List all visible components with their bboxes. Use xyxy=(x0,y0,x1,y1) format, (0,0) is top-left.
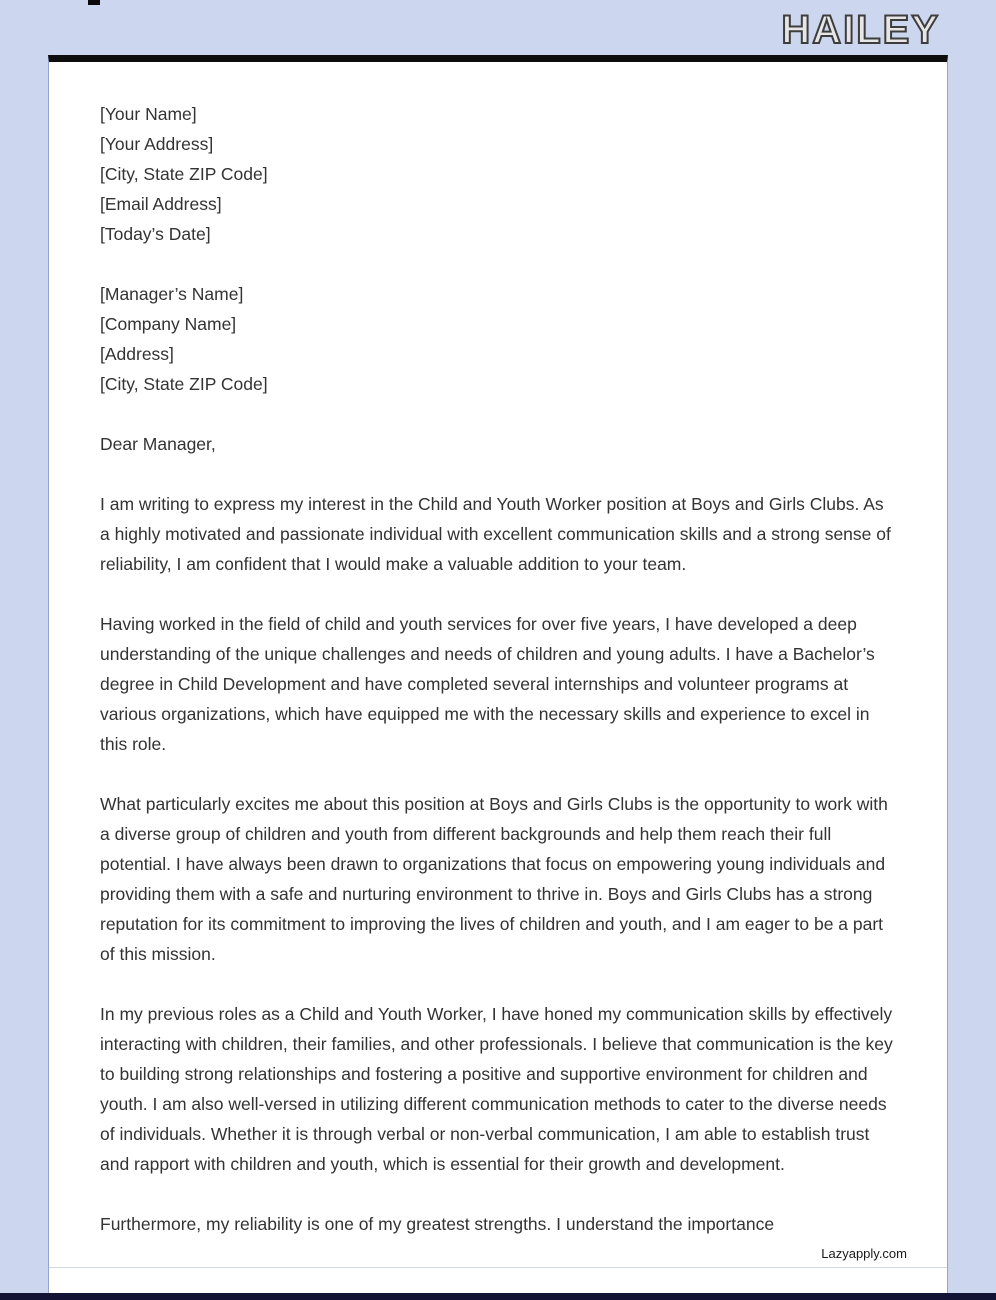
page-divider xyxy=(49,1267,947,1268)
sender-block xyxy=(100,99,896,249)
recipient-company-line: [Company Name] xyxy=(100,314,237,334)
sender-city-line: [City, State ZIP Code] xyxy=(100,164,268,184)
brand-logo: HAILEY xyxy=(781,8,940,52)
sender-name-line: [Your Name] xyxy=(100,104,197,124)
recipient-address-line: [Address] xyxy=(100,344,174,364)
watermark-link[interactable]: Lazyapply.com xyxy=(821,1246,907,1261)
sender-address-line: [Your Address] xyxy=(100,134,214,154)
letter-body xyxy=(49,62,947,1239)
letter-paragraph-5: Furthermore, my reliability is one of my greatest strengths. I understand the importance xyxy=(100,1214,775,1234)
letter-paragraph-4: In my previous roles as a Child and Youth Worker, I have honed my communication skills by effectively interacting with children, their families, and other professionals. I believe that communication is the key to building strong relationships and fostering a positive and supportive environment for children and youth. I am also well-versed in utilizing different communication methods to cater to the diverse needs of individuals. Whether it is through verbal or non-verbal communication, I am able to establish trust and rapport with children and youth, which is essential for their growth and development. xyxy=(100,1004,893,1174)
letter-paragraph-1: I am writing to express my interest in the Child and Youth Worker position at Boys and Girls Clubs. As a highly motivated and passionate individual with excellent communication skills and a strong sense of reliability, I am confident that I would make a valuable addition to your team. xyxy=(100,494,891,574)
bottom-bar xyxy=(0,1293,996,1300)
recipient-city-line: [City, State ZIP Code] xyxy=(100,374,268,394)
recipient-block xyxy=(100,279,896,399)
salutation: Dear Manager, xyxy=(100,434,216,454)
sender-email-line: [Email Address] xyxy=(100,194,222,214)
letter-paragraph-3: What particularly excites me about this position at Boys and Girls Clubs is the opportunity to work with a diverse group of children and youth from different backgrounds and help them reach their full potential. I have always been drawn to organizations that focus on empowering young individuals and providing them with a safe and nurturing environment to thrive in. Boys and Girls Clubs has a strong reputation for its commitment to improving the lives of children and youth, and I am eager to be a part of this mission. xyxy=(100,794,888,964)
recipient-name-line: [Manager’s Name] xyxy=(100,284,244,304)
sender-date-line: [Today’s Date] xyxy=(100,224,211,244)
cover-letter-page xyxy=(48,55,948,1300)
screen-artifact xyxy=(88,0,100,5)
letter-paragraph-2: Having worked in the field of child and youth services for over five years, I have developed a deep understanding of the unique challenges and needs of children and young adults. I have a Bachelor’s degree in Child Development and have completed several internships and volunteer programs at various organizations, which have equipped me with the necessary skills and experience to excel in this role. xyxy=(100,614,875,754)
